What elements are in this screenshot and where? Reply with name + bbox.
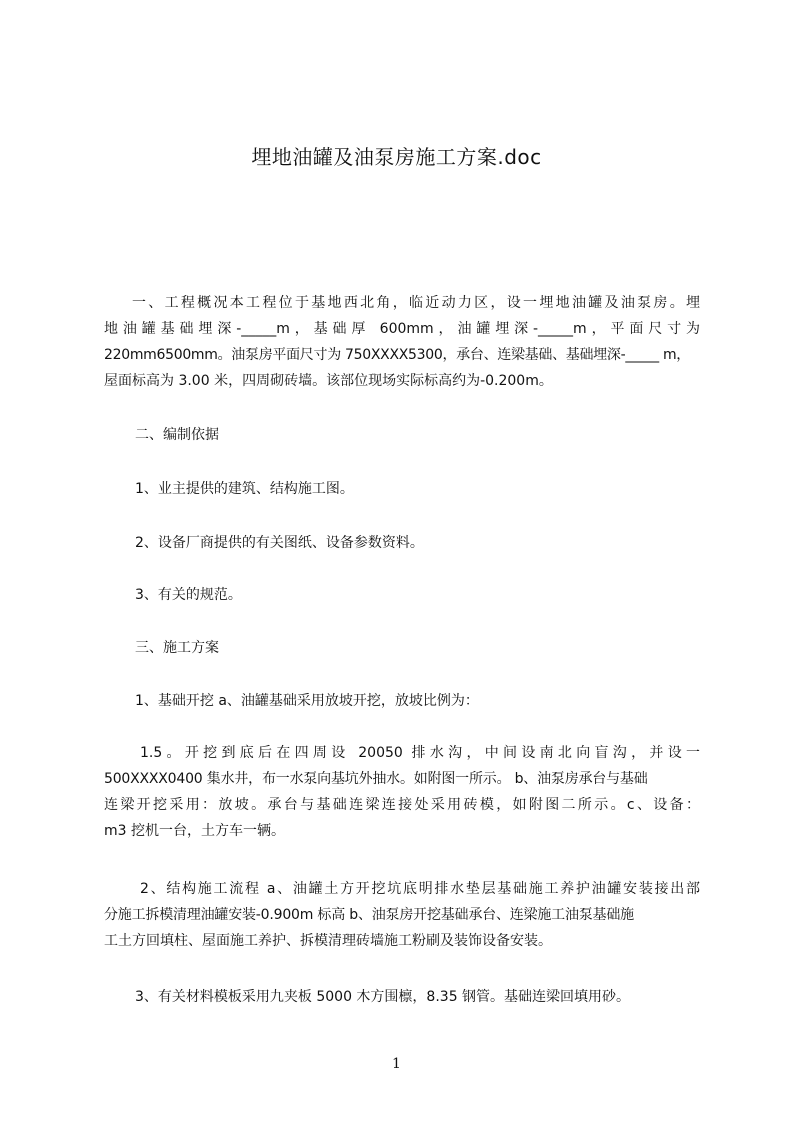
flow-line-3: 工土方回填柱、屋面施工养护、拆模清理砖墙施工粉刷及装饰设备安装。 (104, 933, 552, 949)
overview-line-2: 地油罐基础埋深-_____m，基础厚 600mm，油罐埋深-_____m，平面尺寸为 (104, 321, 700, 337)
materials-line: 3、有关材料模板采用九夹板 5000 木方围檩，8.35 钢管。基础连梁回填用砂。 (135, 989, 631, 1005)
excavation-line-1: 1.5。开挖到底后在四周设 20050 排水沟，中间设南北向盲沟，并设一 (140, 745, 700, 761)
document-title: 埋地油罐及油泵房施工方案.doc (251, 145, 542, 169)
plan-heading: 三、施工方案 (135, 640, 219, 656)
overview-line-1: 一、工程概况本工程位于基地西北角，临近动力区，设一埋地油罐及油泵房。埋 (132, 295, 700, 311)
flow-line-2: 分施工拆模清理油罐安装-0.900m 标高 b、油泵房开挖基础承台、连梁施工油泵基础施 (104, 907, 634, 923)
page-number: 1 (392, 1056, 401, 1072)
flow-line-1: 2、结构施工流程 a、油罐土方开挖坑底明排水垫层基础施工养护油罐安装接出部 (140, 881, 700, 897)
excavation-paragraph (104, 740, 700, 844)
basis-heading: 二、编制依据 (135, 427, 219, 443)
overview-paragraph (104, 290, 700, 394)
excavation-line-3: 连梁开挖采用：放坡。承台与基础连梁连接处采用砖模，如附图二所示。c、设备： (104, 797, 700, 813)
excavation-line-2: 500XXXX0400 集水井，布一水泵向基坑外抽水。如附图一所示。 b、油泵房承台与基础 (104, 771, 648, 787)
basis-item-2: 2、设备厂商提供的有关图纸、设备参数资料。 (135, 535, 424, 551)
overview-line-4: 屋面标高为 3.00 米，四周砌砖墙。该部位现场实际标高约为-0.200m。 (104, 373, 553, 389)
overview-line-3: 220mm6500mm。油泵房平面尺寸为 750XXXX5300，承台、连梁基础、基础埋深-_____ m， (104, 347, 691, 363)
excavation-line-4: m3 挖机一台，土方车一辆。 (104, 823, 285, 839)
basis-item-1: 1、业主提供的建筑、结构施工图。 (135, 481, 354, 497)
excavation-intro: 1、基础开挖 a、油罐基础采用放坡开挖，放坡比例为： (135, 693, 479, 709)
flow-paragraph (104, 876, 700, 954)
basis-item-3: 3、有关的规范。 (135, 587, 242, 603)
